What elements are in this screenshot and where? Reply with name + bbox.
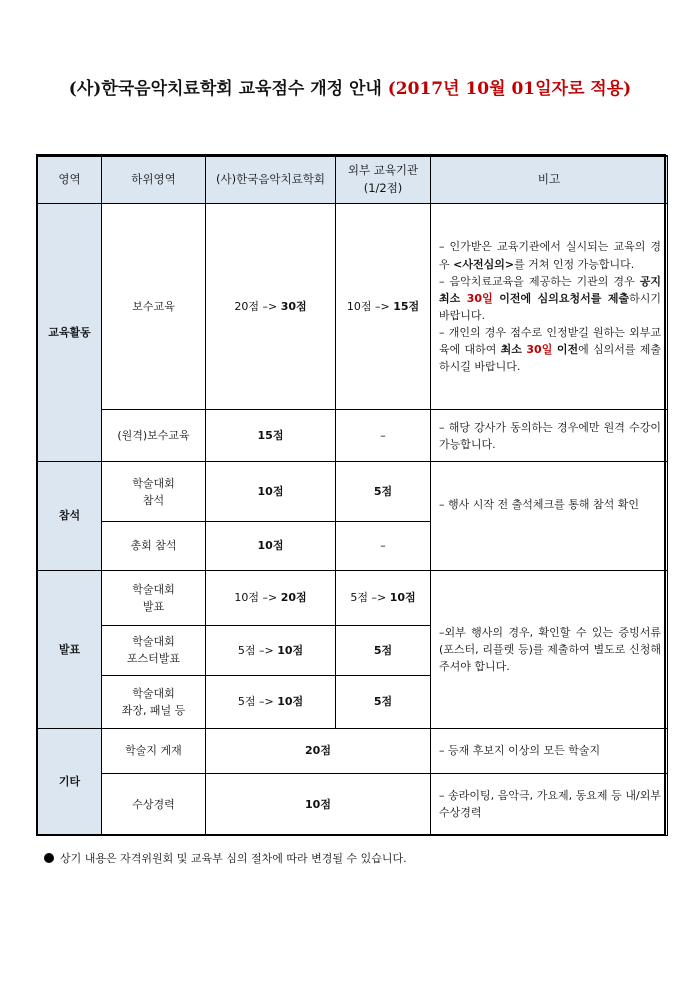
page-title xyxy=(0,74,700,99)
note-text: – 음악치료교육을 제공하는 기관의 경우 xyxy=(439,274,640,288)
note-text: – 개인의 경우 점수로 인정받길 원하는 외부교육에 대하여 xyxy=(439,325,661,356)
note-text: – 인가받은 교육기관에서 실시되는 교육의 경우 xyxy=(439,240,661,271)
sub-line: 좌장, 패널 등 xyxy=(121,703,186,717)
footer-text: 상기 내용은 자격위원회 및 교육부 심의 절차에 따라 변경될 수 있습니다. xyxy=(60,852,407,865)
sub-present-3 xyxy=(102,675,206,728)
table-row xyxy=(38,728,668,773)
sub-edu-2: (원격)보수교육 xyxy=(102,410,206,462)
header-note: 비고 xyxy=(431,156,668,204)
header-external-name: 외부 교육기관 xyxy=(347,163,419,178)
header-external-ratio: (1/2점) xyxy=(363,181,403,195)
sub-attend-1 xyxy=(102,462,206,522)
external-present-1 xyxy=(336,570,431,625)
header-row xyxy=(38,156,668,204)
external-edu-1 xyxy=(336,204,431,410)
title-main: (사)한국음악치료학회 교육점수 개정 안내 xyxy=(68,79,382,99)
note-bold: 이전에 심의요청서를 제출 xyxy=(492,291,630,305)
sub-line: 포스터발표 xyxy=(126,652,181,666)
score-to: 10점 xyxy=(277,695,304,709)
header-society: (사)한국음악치료학회 xyxy=(206,156,336,204)
society-edu-2: 15점 xyxy=(206,410,336,462)
sub-etc-2: 수상경력 xyxy=(102,773,206,835)
society-present-3 xyxy=(206,675,336,728)
area-edu: 교육활동 xyxy=(38,204,102,462)
note-bold: 최소 xyxy=(500,342,527,356)
sub-line: 발표 xyxy=(142,599,165,613)
header-area: 영역 xyxy=(38,156,102,204)
score-from: 5점 –> xyxy=(350,591,390,605)
table-row xyxy=(38,410,668,462)
note-text: 에 심의서를 제출하시길 바랍니다. xyxy=(439,342,661,373)
external-present-2: 5점 xyxy=(336,625,431,675)
table-row xyxy=(38,773,668,835)
sub-line: 학술대회 xyxy=(132,635,175,649)
note-edu-2: – 해당 강사가 동의하는 경우에만 원격 수강이 가능합니다. xyxy=(431,410,668,462)
score-etc-2: 10점 xyxy=(206,773,431,835)
score-from: 5점 –> xyxy=(237,643,278,657)
note-bold: <사전심의> xyxy=(453,257,515,271)
external-edu-2: – xyxy=(336,410,431,462)
sub-present-1 xyxy=(102,570,206,625)
note-etc-1: – 등재 후보지 이상의 모든 학술지 xyxy=(431,728,668,773)
sub-present-2 xyxy=(102,625,206,675)
note-text: 를 거쳐 인정 가능합니다. xyxy=(514,257,635,271)
header-external xyxy=(336,156,431,204)
score-etc-1: 20점 xyxy=(206,728,431,773)
title-date: (2017년 10월 01일자로 적용) xyxy=(387,79,632,99)
score-from: 10점 –> xyxy=(346,300,394,314)
area-attend: 참석 xyxy=(38,462,102,570)
note-attend: – 행사 시작 전 출석체크를 통해 참석 확인 xyxy=(431,462,668,570)
society-present-2 xyxy=(206,625,336,675)
external-attend-2: – xyxy=(336,522,431,570)
society-present-1 xyxy=(206,570,336,625)
note-etc-2: – 송라이팅, 음악극, 가요제, 동요제 등 내/외부 수상경력 xyxy=(431,773,668,835)
header-subarea: 하위영역 xyxy=(102,156,206,204)
note-bold: 이전 xyxy=(552,342,579,356)
note-red: 30일 xyxy=(526,342,553,356)
score-to: 10점 xyxy=(277,643,304,657)
sub-line: 학술대회 xyxy=(132,686,175,700)
sub-etc-1: 학술지 게재 xyxy=(102,728,206,773)
table-row xyxy=(38,462,668,522)
table-row xyxy=(38,204,668,410)
score-to: 15점 xyxy=(393,300,420,314)
society-edu-1 xyxy=(206,204,336,410)
score-from: 10점 –> xyxy=(234,591,281,605)
score-to: 10점 xyxy=(389,591,416,605)
note-text: 하시기 바랍니다. xyxy=(439,291,661,322)
external-attend-1: 5점 xyxy=(336,462,431,522)
sub-line: 참석 xyxy=(142,493,165,507)
note-present: –외부 행사의 경우, 확인할 수 있는 증빙서류(포스터, 리플렛 등)를 제출하여 별도로 신청해주셔야 합니다. xyxy=(431,570,668,728)
note-red: 30일 xyxy=(466,291,493,305)
score-to: 30점 xyxy=(280,300,307,314)
area-present: 발표 xyxy=(38,570,102,728)
score-table xyxy=(37,155,668,836)
score-from: 20점 –> xyxy=(234,300,281,314)
note-line xyxy=(439,238,661,272)
area-etc: 기타 xyxy=(38,728,102,835)
table-row xyxy=(38,570,668,625)
note-line xyxy=(439,324,661,375)
bullet-icon xyxy=(44,853,54,863)
note-bold: 공지 최소 xyxy=(439,274,661,305)
sub-edu-1: 보수교육 xyxy=(102,204,206,410)
footer-note xyxy=(44,850,407,866)
society-attend-2: 10점 xyxy=(206,522,336,570)
note-edu-1 xyxy=(431,204,668,410)
society-attend-1: 10점 xyxy=(206,462,336,522)
score-to: 20점 xyxy=(280,591,307,605)
sub-line: 학술대회 xyxy=(132,476,175,490)
sub-attend-2: 총회 참석 xyxy=(102,522,206,570)
score-from: 5점 –> xyxy=(237,695,278,709)
note-line xyxy=(439,273,661,324)
external-present-3: 5점 xyxy=(336,675,431,728)
sub-line: 학술대회 xyxy=(132,582,175,596)
